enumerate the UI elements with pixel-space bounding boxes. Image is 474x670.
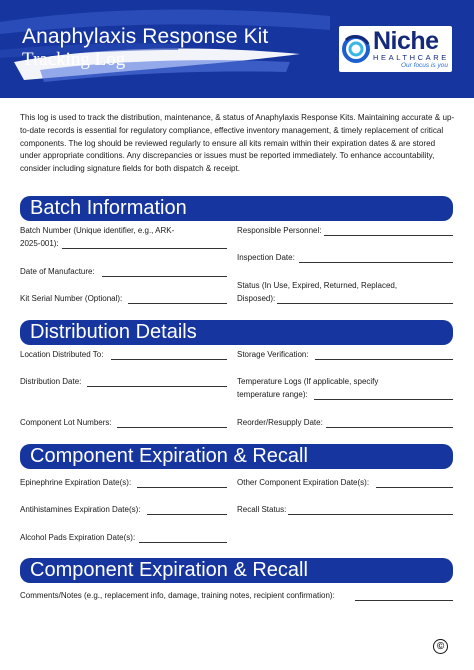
kit-serial-field[interactable] <box>128 303 227 304</box>
status-label: Status (In Use, Expired, Returned, Replaced, <box>237 281 398 290</box>
section-header-comments <box>20 558 453 583</box>
section-title-expiration: Component Expiration & Recall <box>30 445 308 467</box>
component-lot-field[interactable] <box>117 427 227 428</box>
manufacture-date-label: Date of Manufacture: <box>20 267 95 276</box>
epinephrine-label: Epinephrine Expiration Date(s): <box>20 478 132 487</box>
antihistamines-field[interactable] <box>147 514 227 515</box>
manufacture-date-field[interactable] <box>102 276 227 277</box>
niche-healthcare-logo <box>339 26 452 72</box>
other-component-field[interactable] <box>376 487 453 488</box>
batch-number-label-cont: 2025-001): <box>20 239 59 248</box>
alcohol-pads-field[interactable] <box>139 542 227 543</box>
comments-notes-field[interactable] <box>355 600 453 601</box>
logo-tagline: Our focus is you <box>401 62 448 69</box>
section-header-expiration <box>20 444 453 469</box>
responsible-personnel-label: Responsible Personnel: <box>237 226 322 235</box>
location-label: Location Distributed To: <box>20 350 104 359</box>
header-banner <box>0 0 474 98</box>
batch-number-field[interactable] <box>62 248 227 249</box>
location-field[interactable] <box>111 359 227 360</box>
batch-number-label: Batch Number (Unique identifier, e.g., ARK- <box>20 226 175 235</box>
reorder-date-label: Reorder/Resupply Date: <box>237 418 323 427</box>
distribution-date-label: Distribution Date: <box>20 377 82 386</box>
document-title: Anaphylaxis Response Kit <box>22 25 269 48</box>
swirl-logo-icon <box>342 30 370 68</box>
section-title-distribution: Distribution Details <box>30 321 197 343</box>
recall-status-field[interactable] <box>288 514 453 515</box>
kit-serial-label: Kit Serial Number (Optional): <box>20 294 123 303</box>
storage-verification-field[interactable] <box>315 359 453 360</box>
reorder-date-field[interactable] <box>326 427 453 428</box>
temperature-logs-label: Temperature Logs (If applicable, specify <box>237 377 379 386</box>
section-header-distribution <box>20 320 453 345</box>
status-label-cont: Disposed): <box>237 294 276 303</box>
logo-wordmark: Niche <box>373 27 439 55</box>
status-field[interactable] <box>277 303 453 304</box>
copyright-icon: © <box>433 639 448 654</box>
section-title-comments: Component Expiration & Recall <box>30 559 308 581</box>
antihistamines-label: Antihistamines Expiration Date(s): <box>20 505 141 514</box>
distribution-date-field[interactable] <box>87 386 227 387</box>
document-subtitle: Tracking Log <box>22 49 126 70</box>
section-header-batch <box>20 196 453 221</box>
other-component-label: Other Component Expiration Date(s): <box>237 478 370 487</box>
section-title-batch: Batch Information <box>30 197 187 219</box>
logo-subtext: HEALTHCARE <box>373 53 449 62</box>
temperature-logs-field[interactable] <box>314 399 453 400</box>
temperature-logs-label-cont: temperature range): <box>237 390 308 399</box>
comments-notes-label: Comments/Notes (e.g., replacement info, damage, training notes, recipient confirmation): <box>20 591 335 600</box>
recall-status-label: Recall Status: <box>237 505 287 514</box>
inspection-date-field[interactable] <box>299 262 453 263</box>
storage-verification-label: Storage Verification: <box>237 350 309 359</box>
epinephrine-field[interactable] <box>137 487 227 488</box>
component-lot-label: Component Lot Numbers: <box>20 418 112 427</box>
inspection-date-label: Inspection Date: <box>237 253 295 262</box>
intro-paragraph: This log is used to track the distribution, maintenance, & status of Anaphylaxis Response Kits. Maintaining accurate & up-to-date records is essential for regulatory compliance, effective inventory management, & timely replacement of critical components. The log should be reviewed regularly to ensure all kits remain within their expiration dates & are stored under appropriate conditions. Any discrepancies or issues must be reported immediately. To enhance accountability, consider including signature fields for both dispatch & receipt. <box>20 113 455 174</box>
responsible-personnel-field[interactable] <box>324 235 453 236</box>
alcohol-pads-label: Alcohol Pads Expiration Date(s): <box>20 533 136 542</box>
